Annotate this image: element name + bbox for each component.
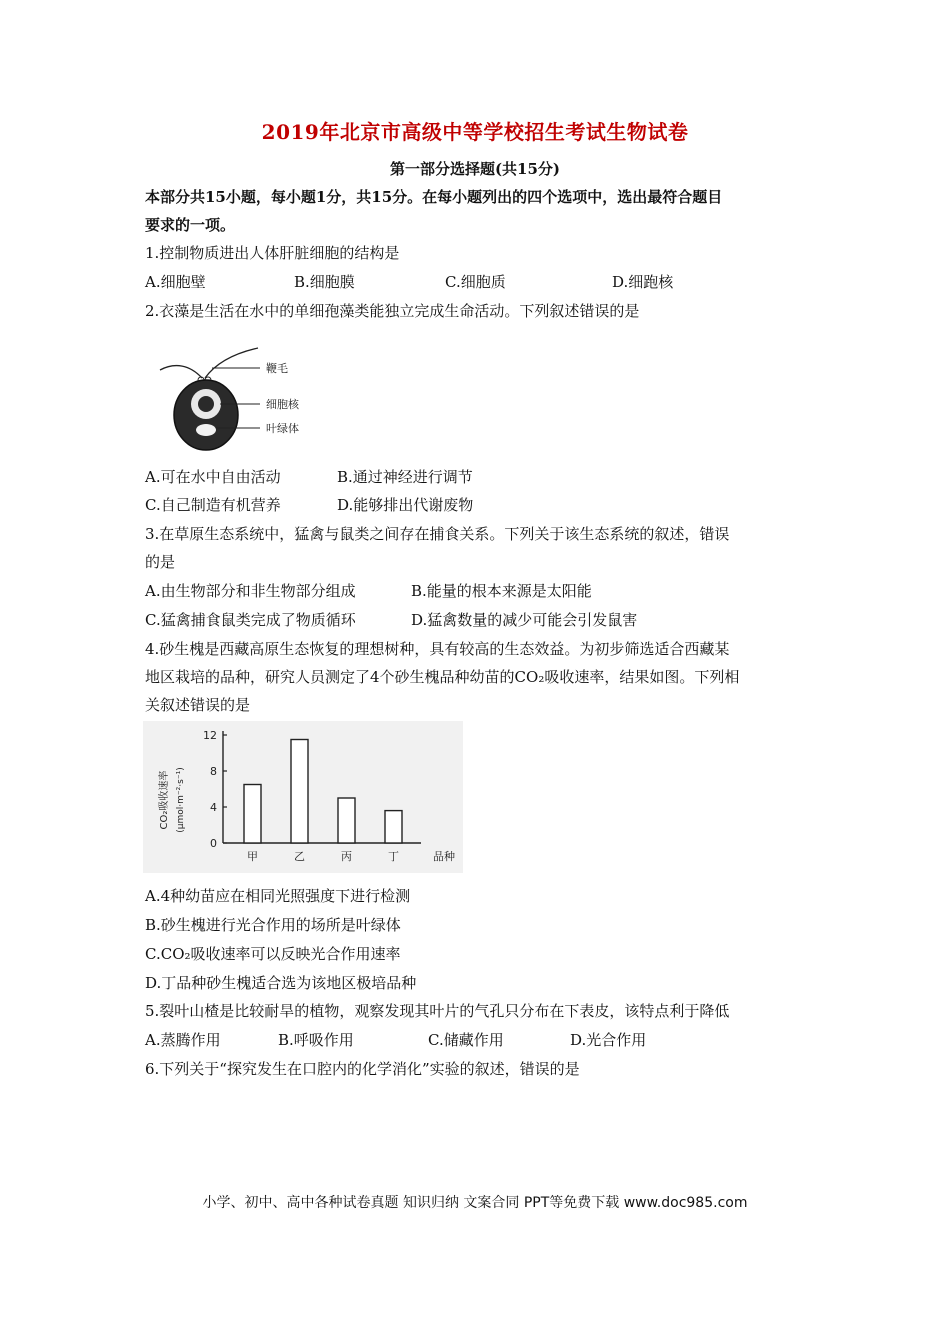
x-tick-label: 丙 [341,850,352,863]
q4-stem-line-3: 关叙述错误的是 [145,696,251,714]
y-axis-label-line-2: (μmol·m⁻²·s⁻¹) [176,767,186,833]
y-tick-label: 0 [210,837,217,850]
label-nucleus: 细胞核 [266,398,299,411]
q2-stem: 2.衣藻是生活在水中的单细孢藻类能独立完成生命活动。下列叙述错误的是 [145,302,640,320]
q1-stem: 1.控制物质进出人体肝脏细胞的结构是 [145,244,400,262]
q3-option-d: D.猛禽数量的减少可能会引发鼠害 [411,611,638,629]
q4-stem-line-2: 地区栽培的品种，研究人员测定了4个砂生槐品种幼苗的CO₂吸收速率，结果如图。下列相 [145,668,740,686]
q2-option-a: A.可在水中自由活动 [145,468,281,486]
q3-option-c: C.猛禽捕食鼠类完成了物质循环 [145,611,356,629]
q1-option-b: B.细胞膜 [294,273,355,291]
bar-乙 [291,740,308,844]
q4-option-b: B.砂生槐进行光合作用的场所是叶绿体 [145,916,401,934]
y-tick-label: 8 [210,765,217,778]
bar-丁 [385,811,402,843]
q3-stem-line-2: 的是 [145,553,176,571]
instructions-line-2: 要求的一项。 [145,216,236,234]
q4-option-a: A.4种幼苗应在相同光照强度下进行检测 [145,887,411,905]
q4-option-d: D.丁品种砂生槐适合选为该地区极培品种 [145,974,417,992]
q3-option-b: B.能量的根本来源是太阳能 [411,582,592,600]
label-chloroplast: 叶绿体 [266,422,299,435]
bar-甲 [244,785,261,844]
x-tick-label: 甲 [247,850,258,863]
q4-stem-line-1: 4.砂生槐是西藏高原生态恢复的理想树种，具有较高的生态效益。为初步筛选适合西藏某 [145,640,730,658]
q4-option-c: C.CO₂吸收速率可以反映光合作用速率 [145,945,401,963]
label-flagellum: 鞭毛 [266,362,288,375]
q3-stem-line-1: 3.在草原生态系统中，猛禽与鼠类之间存在捕食关系。下列关于该生态系统的叙述，错误 [145,525,730,543]
q2-option-d: D.能够排出代谢废物 [337,496,474,514]
q5-stem: 5.裂叶山楂是比较耐旱的植物，观察发现其叶片的气孔只分布在下表皮，该特点利于降低 [145,1002,730,1020]
x-tick-label: 丁 [388,850,399,863]
q1-option-c: C.细胞质 [445,273,506,291]
y-tick-label: 4 [210,801,217,814]
page-title: 2019年北京市高级中等学校招生考试生物试卷 [261,120,689,144]
chlamydomonas-figure [150,340,350,458]
q1-option-a: A.细胞壁 [145,273,206,291]
section-heading: 第一部分选择题(共15分) [389,160,561,178]
x-axis-label: 品种 [433,850,455,863]
q5-option-a: A.蒸腾作用 [145,1031,221,1049]
q5-option-b: B.呼吸作用 [278,1031,354,1049]
y-axis-label-line-1: CO₂吸收速率 [159,770,170,830]
q3-option-a: A.由生物部分和非生物部分组成 [145,582,356,600]
q2-option-c: C.自己制造有机营养 [145,496,281,514]
bar-丙 [338,798,355,843]
co2-uptake-bar-chart [143,721,463,873]
y-tick-label: 12 [203,729,217,742]
q5-option-d: D.光合作用 [570,1031,647,1049]
footer-text: 小学、初中、高中各种试卷真题 知识归纳 文案合同 PPT等免费下载 www.doc985.com [202,1195,748,1211]
x-tick-label: 乙 [294,850,305,863]
q2-option-b: B.通过神经进行调节 [337,468,473,486]
q1-option-d: D.细跑核 [612,273,674,291]
q5-option-c: C.储藏作用 [428,1031,504,1049]
q6-stem: 6.下列关于“探究发生在口腔内的化学消化”实验的叙述，错误的是 [145,1060,580,1078]
instructions-line-1: 本部分共15小题，每小题1分，共15分。在每小题列出的四个选项中，选出最符合题目 [145,188,723,206]
